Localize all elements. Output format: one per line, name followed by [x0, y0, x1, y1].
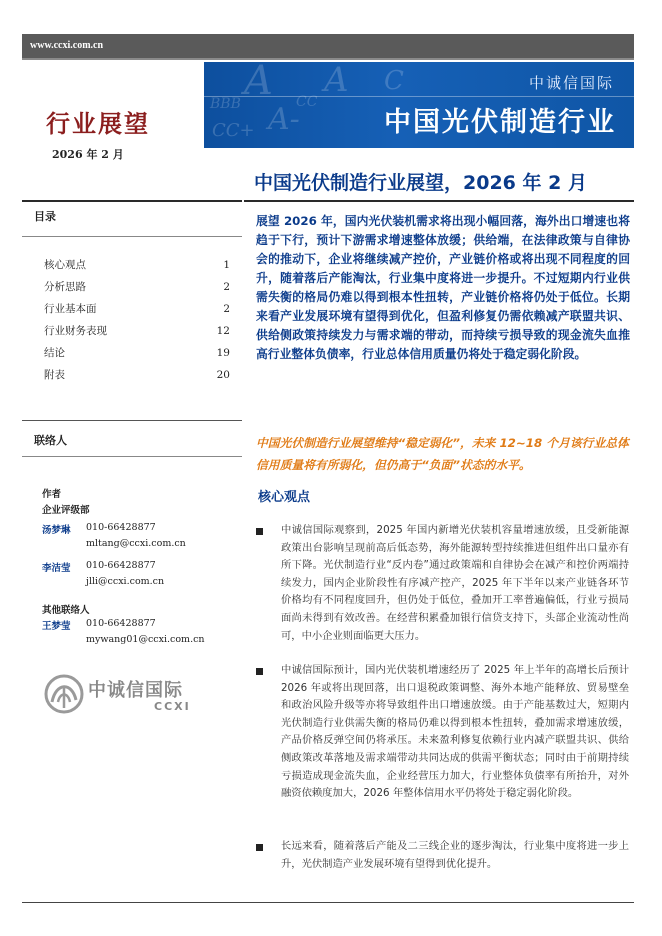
toc-divider [22, 236, 242, 237]
toc-item-label: 附表 [44, 369, 65, 381]
banner-divider [204, 96, 634, 97]
key-view-text: 中诚信国际预计，国内光伏装机增速经历了 2025 年上半年的高增长后预计 2026 年或将出现回落，出口退税政策调整、海外本地产能释放、贸易壁垒和政治风险升级等亦将导致组件出口增速放缓。由于产能基数过大，短期内光伏制造行业供需失衡的格局仍难以得到根本性扭转，叠加需求增速放缓，产品价格反弹空间仍将承压。未来盈利修复依赖行业内减产联盟共识、供给侧政策改革落地及需求端带动共同达成的供需平衡状态；同时由于前期持续亏损造成现金流失血，企业经营压力加大，行业整体负债率有所抬升，对外融资依赖度加大，2026 年整体信用水平仍将处于稳定弱化阶段。 [281, 664, 629, 800]
banner-title: 中国光伏制造行业 [384, 107, 616, 138]
toc-item-page: 19 [216, 347, 230, 359]
banner-watermark-glyph: CC [296, 94, 318, 110]
toc-item[interactable] [44, 324, 230, 346]
toc-item-label: 分析思路 [44, 281, 86, 293]
toc-item[interactable] [44, 280, 230, 302]
banner-watermark-glyph: CC+ [212, 120, 255, 141]
key-view-text: 长远来看，随着落后产能及二三线企业的逐步淘汰，行业集中度将进一步上升，光伏制造产业发展环境有望得到优化提升。 [281, 840, 629, 870]
contact-entry [42, 522, 205, 538]
key-views-heading: 核心观点 [258, 490, 311, 505]
banner-watermark-glyph: A [324, 62, 349, 100]
contact-phone: 010-66428877 [86, 618, 156, 629]
bullet-square-icon [256, 528, 263, 535]
contact-name: 汤梦琳 [42, 525, 71, 536]
table-of-contents [44, 258, 230, 390]
banner-watermark-glyph: A- [268, 102, 300, 137]
contact-email[interactable]: mltang@ccxi.com.cn [86, 538, 186, 549]
bullet-square-icon [256, 844, 263, 851]
toc-item-label: 行业财务表现 [44, 325, 107, 337]
document-title: 中国光伏制造行业展望，2026 年 2 月 [254, 172, 587, 194]
report-date: 2026 年 2 月 [52, 148, 124, 161]
footer-divider [22, 902, 634, 903]
rating-statement: 中国光伏制造行业展望维持“稳定弱化”，未来 12~18 个月该行业总体信用质量将有所弱化，但仍高于“负面”状态的水平。 [256, 436, 629, 472]
contact-entry [42, 634, 205, 650]
toc-item-page: 1 [223, 259, 230, 271]
contacts-heading: 联络人 [34, 434, 67, 447]
top-bar [22, 34, 634, 60]
contact-entry [42, 538, 205, 560]
logo-en-text: CCXI [154, 700, 191, 713]
website-url[interactable]: www.ccxi.com.cn [30, 40, 104, 51]
contact-entry [42, 618, 205, 634]
toc-item-page: 2 [223, 303, 230, 315]
bullet-square-icon [256, 668, 263, 675]
key-view-bullet [256, 838, 630, 873]
key-view-bullet [256, 662, 630, 803]
toc-item-page: 12 [216, 325, 230, 337]
header-banner [204, 62, 634, 148]
toc-item[interactable] [44, 302, 230, 324]
contact-entry [42, 560, 205, 576]
author-label: 作者 [42, 489, 62, 500]
summary-paragraph: 展望 2026 年，国内光伏装机需求将出现小幅回落，海外出口增速也将趋于下行，预计下游需求增速整体放缓；供给端，在法律政策与自律协会的推动下，企业将继续减产控价，产业链价格或将出现不同程度的回升，随着落后产能淘汰，行业集中度将进一步提升。不过短期内行业供需失衡的格局仍难以得到根本性扭转，产业链价格将仍处于低位。长期来看产业发展环境有望得到优化，但盈利修复仍需依赖减产联盟共识、供给侧政策持续发力与需求端的带动，而持续亏损导致的现金流失血推高行业整体负债率，行业总体信用质量仍将处于稳定弱化阶段。 [256, 214, 630, 361]
toc-item[interactable] [44, 346, 230, 368]
banner-watermark-glyph: C [384, 66, 404, 96]
toc-heading: 目录 [34, 210, 56, 223]
toc-item-page: 20 [216, 369, 230, 381]
section-title: 行业展望 [46, 109, 150, 138]
contact-entry [42, 576, 205, 602]
contact-name: 李洁莹 [42, 563, 71, 574]
ccxi-logo [42, 672, 212, 718]
toc-item[interactable] [44, 258, 230, 280]
contact-phone: 010-66428877 [86, 560, 156, 571]
logo-cn-text: 中诚信国际 [88, 680, 183, 701]
contact-email[interactable]: mywang01@ccxi.com.cn [86, 634, 205, 645]
toc-item-label: 行业基本面 [44, 303, 97, 315]
contact-name: 王梦莹 [42, 621, 71, 632]
toc-item[interactable] [44, 368, 230, 390]
contacts-divider [22, 456, 242, 457]
sidebar-divider [22, 420, 242, 421]
other-contacts-label: 其他联络人 [42, 605, 90, 616]
key-view-text: 中诚信国际观察到，2025 年国内新增光伏装机容量增速放缓，且受新能源政策出台影响呈现前高后低态势，海外能源转型持续推进但组件出口量亦有所下降。光伏制造行业“反内卷”通过政策端和自律协会在减产和控价两端持续发力，国内企业阶段性有序减产控产，2025 年下半年以来产业链各环节价格均有不同程度回升，但仍处于低位，叠加开工率普遍偏低，行业亏损局面尚未得到有效改善。在经营积累叠加银行信贷支持下，头部企业流动性尚可，中小企业则面临更大压力。 [281, 524, 629, 642]
banner-brand: 中诚信国际 [528, 74, 614, 92]
department-label: 企业评级部 [42, 505, 90, 516]
toc-item-label: 结论 [44, 347, 65, 359]
contact-phone: 010-66428877 [86, 522, 156, 533]
key-view-bullet [256, 522, 630, 645]
banner-watermark-glyph: BBB [210, 96, 241, 112]
top-bar-stripe [22, 58, 634, 60]
title-divider [244, 200, 634, 202]
banner-watermark-glyph: A [244, 62, 273, 104]
toc-item-page: 2 [223, 281, 230, 293]
sidebar-divider [22, 200, 242, 202]
contacts-block [42, 486, 205, 650]
contact-email[interactable]: jlli@ccxi.com.cn [86, 576, 165, 587]
toc-item-label: 核心观点 [44, 259, 86, 271]
